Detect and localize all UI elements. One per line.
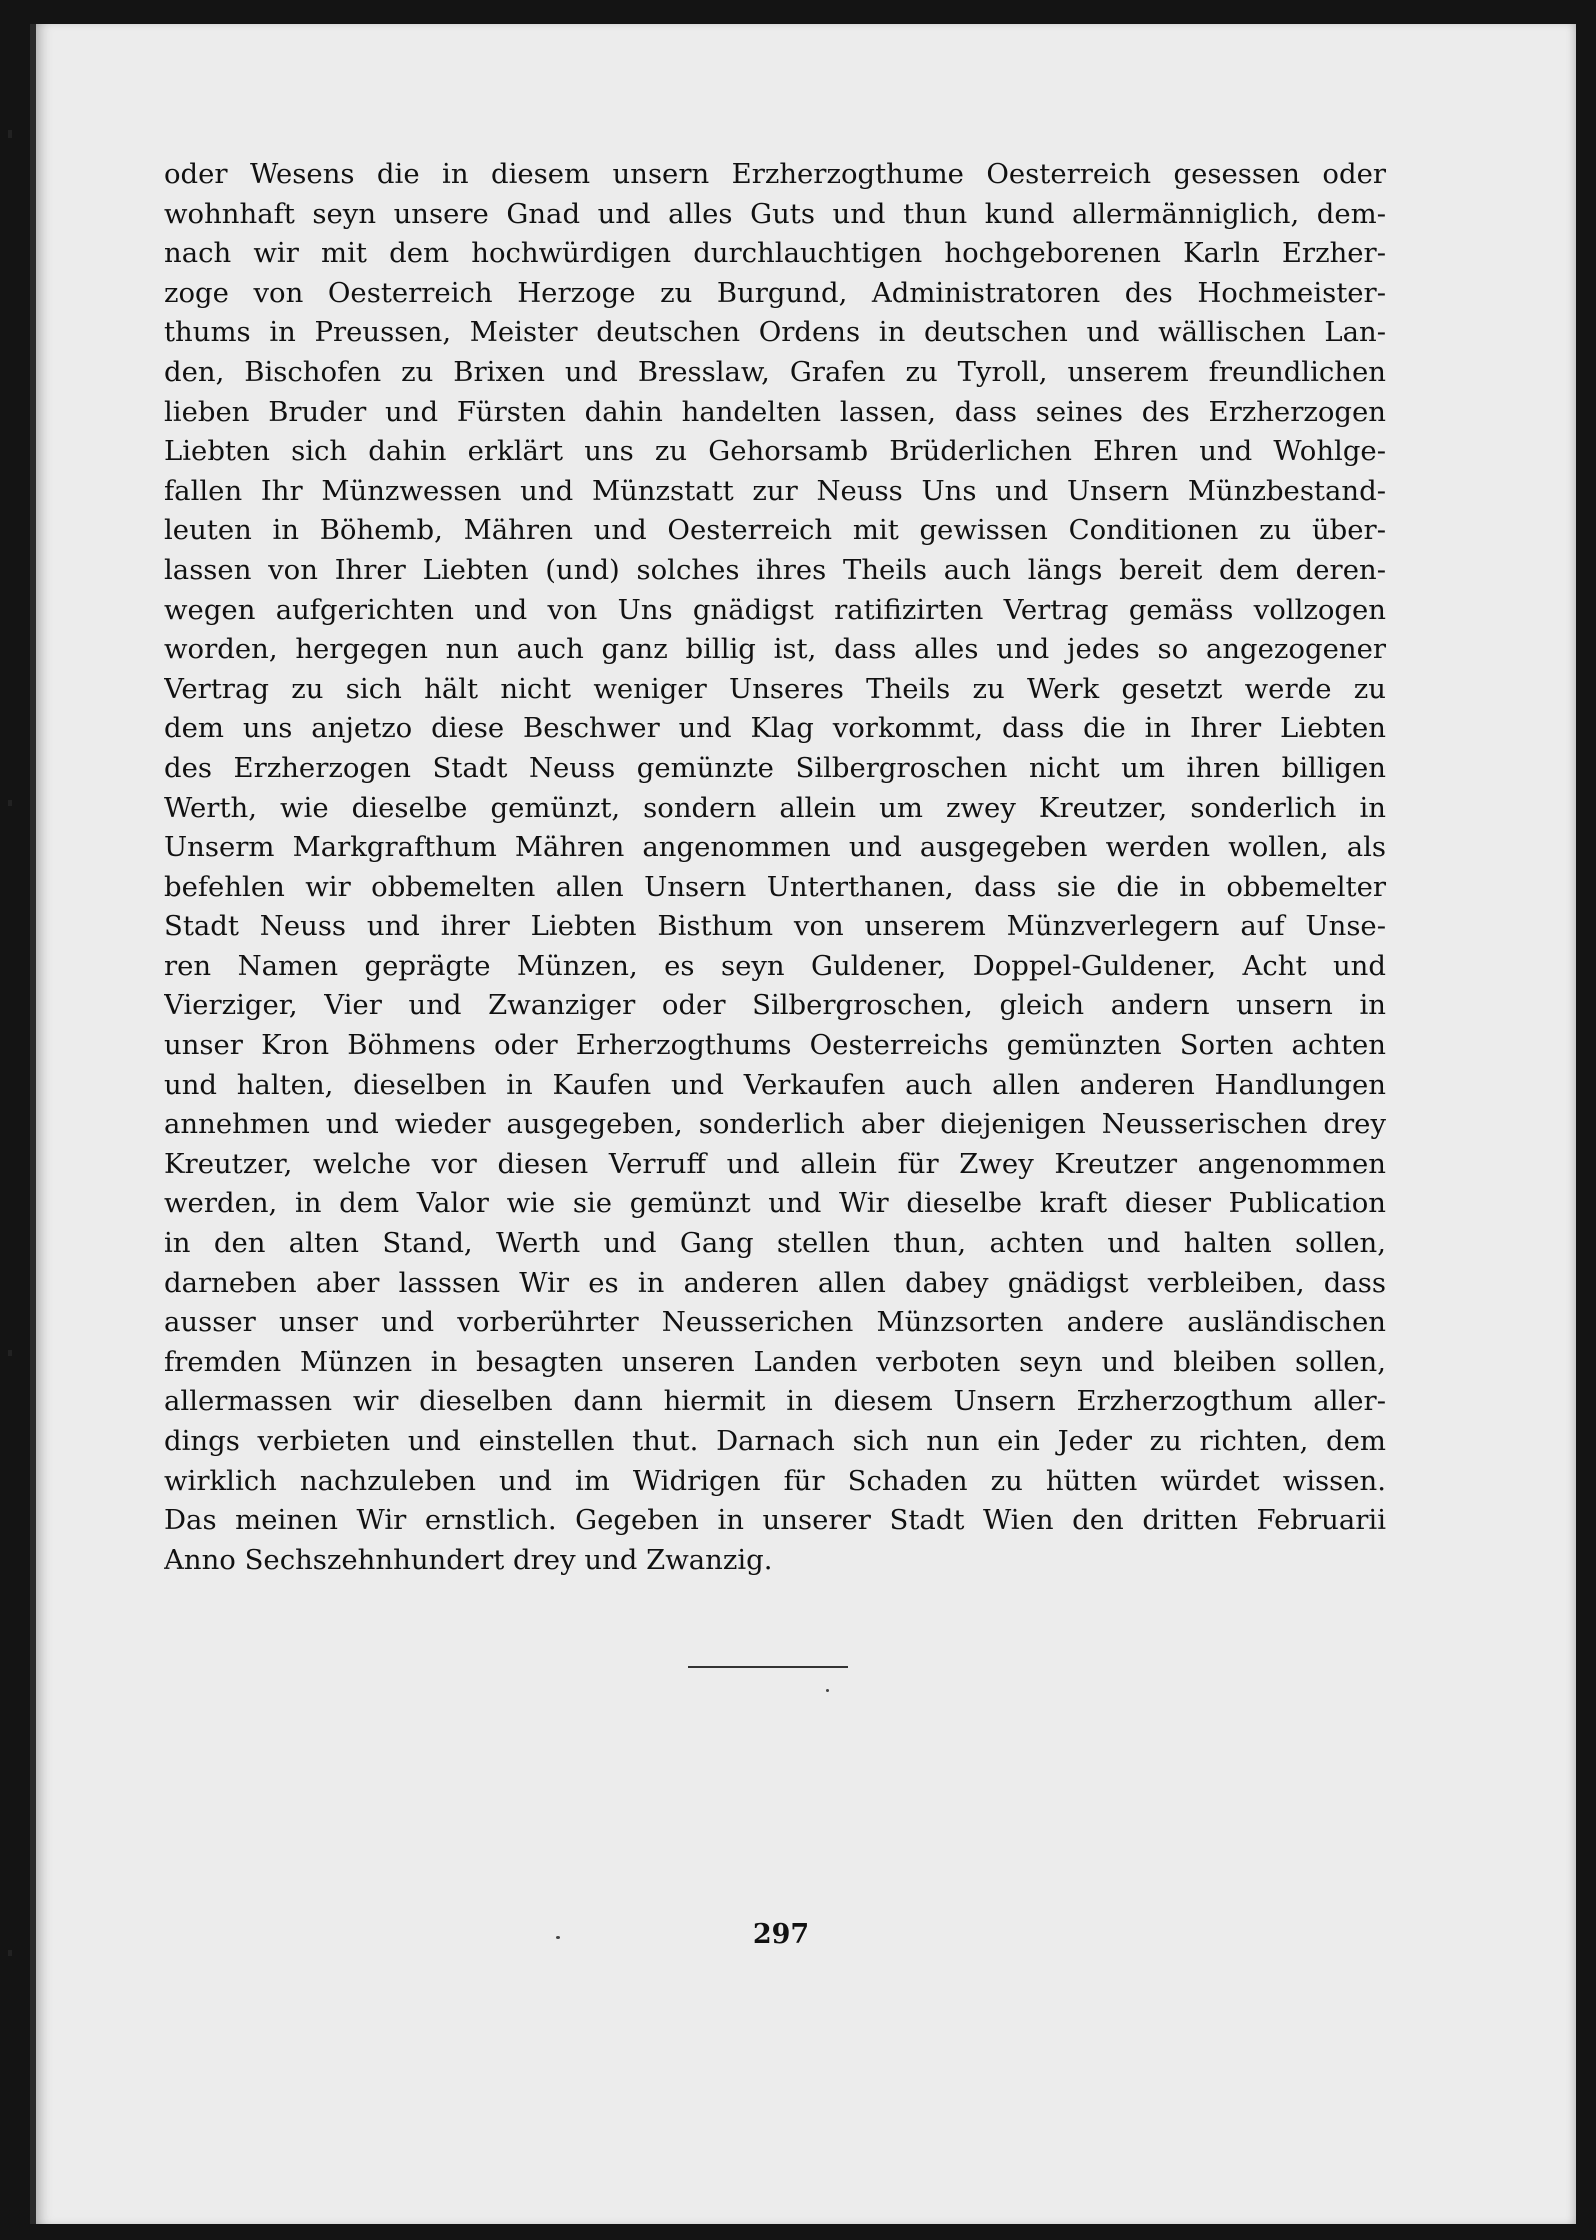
text-line: wohnhaft seyn unsere Gnad und alles Guts und thun kund allermänniglich, dem-: [164, 197, 1386, 230]
text-line: des Erzherzogen Stadt Neuss gemünzte Silbergroschen nicht um ihren billigen: [164, 751, 1386, 784]
text-line: in den alten Stand, Werth und Gang stellen thun, achten und halten sollen,: [164, 1227, 1386, 1260]
scan-speck: [556, 1936, 560, 1939]
text-line: und halten, dieselben in Kaufen und Verkaufen auch allen anderen Handlungen: [164, 1068, 1386, 1101]
book-page: [30, 24, 1576, 2224]
edge-mark: [8, 130, 12, 138]
text-line: oder Wesens die in diesem unsern Erzherzogthume Oesterreich gesessen oder: [164, 158, 1386, 190]
text-line: unser Kron Böhmens oder Erherzogthums Oesterreichs gemünzten Sorten achten: [164, 1029, 1386, 1062]
section-divider: [688, 1666, 848, 1668]
text-line: ren Namen geprägte Münzen, es seyn Guldener, Doppel-Guldener, Acht und: [164, 949, 1386, 982]
text-line: Werth, wie dieselbe gemünzt, sondern allein um zwey Kreutzer, sonderlich in: [164, 791, 1386, 824]
text-line: thums in Preussen, Meister deutschen Ordens in deutschen und wällischen Lan-: [164, 316, 1386, 349]
text-line: lieben Bruder und Fürsten dahin handelten lassen, dass seines des Erzherzogen: [164, 395, 1386, 428]
text-line: worden, hergegen nun auch ganz billig ist, dass alles und jedes so angezogener: [164, 633, 1386, 666]
text-line: ausser unser und vorberührter Neusserichen Münzsorten andere ausländischen: [164, 1306, 1386, 1339]
text-line: Anno Sechszehnhundert drey und Zwanzig.: [164, 1543, 773, 1576]
text-line: Kreutzer, welche vor diesen Verruff und allein für Zwey Kreutzer angenommen: [164, 1147, 1386, 1180]
text-line: Stadt Neuss und ihrer Liebten Bisthum von unserem Münzverlegern auf Unse-: [164, 910, 1386, 943]
text-line: zoge von Oesterreich Herzoge zu Burgund, Administratoren des Hochmeister-: [164, 276, 1386, 309]
edge-mark: [8, 800, 12, 806]
text-line: annehmen und wieder ausgegeben, sonderlich aber diejenigen Neusserischen drey: [164, 1108, 1386, 1141]
text-line: wirklich nachzuleben und im Widrigen für Schaden zu hütten würdet wissen.: [164, 1464, 1386, 1497]
scan-speck: [826, 1689, 829, 1692]
page-number: 297: [752, 1919, 810, 1950]
text-line: fallen Ihr Münzwessen und Münzstatt zur Neuss Uns und Unsern Münzbestand-: [164, 474, 1386, 507]
text-line: dem uns anjetzo diese Beschwer und Klag vorkommt, dass die in Ihrer Liebten: [164, 712, 1386, 745]
text-line: Vertrag zu sich hält nicht weniger Unseres Theils zu Werk gesetzt werde zu: [164, 672, 1386, 705]
text-line: Unserm Markgrafthum Mähren angenommen und ausgegeben werden wollen, als: [164, 831, 1386, 864]
text-line: lassen von Ihrer Liebten (und) solches ihres Theils auch längs bereit dem deren-: [164, 553, 1386, 586]
text-line: Vierziger, Vier und Zwanziger oder Silbergroschen, gleich andern unsern in: [164, 989, 1386, 1022]
text-line: werden, in dem Valor wie sie gemünzt und Wir dieselbe kraft dieser Publication: [164, 1187, 1386, 1220]
text-line: allermassen wir dieselben dann hiermit in diesem Unsern Erzherzogthum aller-: [164, 1385, 1386, 1418]
text-line: wegen aufgerichten und von Uns gnädigst ratifizirten Vertrag gemäss vollzogen: [164, 593, 1386, 626]
text-line: Das meinen Wir ernstlich. Gegeben in unserer Stadt Wien den dritten Februarii: [164, 1504, 1386, 1537]
edge-mark: [8, 1350, 12, 1356]
text-line: leuten in Böhemb, Mähren und Oesterreich mit gewissen Conditionen zu über-: [164, 514, 1386, 547]
body-text: [164, 155, 1386, 1580]
text-line: Liebten sich dahin erklärt uns zu Gehorsamb Brüderlichen Ehren und Wohlge-: [164, 435, 1386, 468]
edge-mark: [8, 1950, 12, 1956]
text-line: darneben aber lasssen Wir es in anderen allen dabey gnädigst verbleiben, dass: [164, 1266, 1386, 1299]
text-line: nach wir mit dem hochwürdigen durchlauchtigen hochgeborenen Karln Erzher-: [164, 237, 1386, 270]
text-line: den, Bischofen zu Brixen und Bresslaw, Grafen zu Tyroll, unserem freundlichen: [164, 355, 1386, 388]
text-line: fremden Münzen in besagten unseren Landen verboten seyn und bleiben sollen,: [164, 1345, 1386, 1378]
text-line: dings verbieten und einstellen thut. Darnach sich nun ein Jeder zu richten, dem: [164, 1425, 1386, 1457]
text-line: befehlen wir obbemelten allen Unsern Unterthanen, dass sie die in obbemelter: [164, 870, 1386, 903]
